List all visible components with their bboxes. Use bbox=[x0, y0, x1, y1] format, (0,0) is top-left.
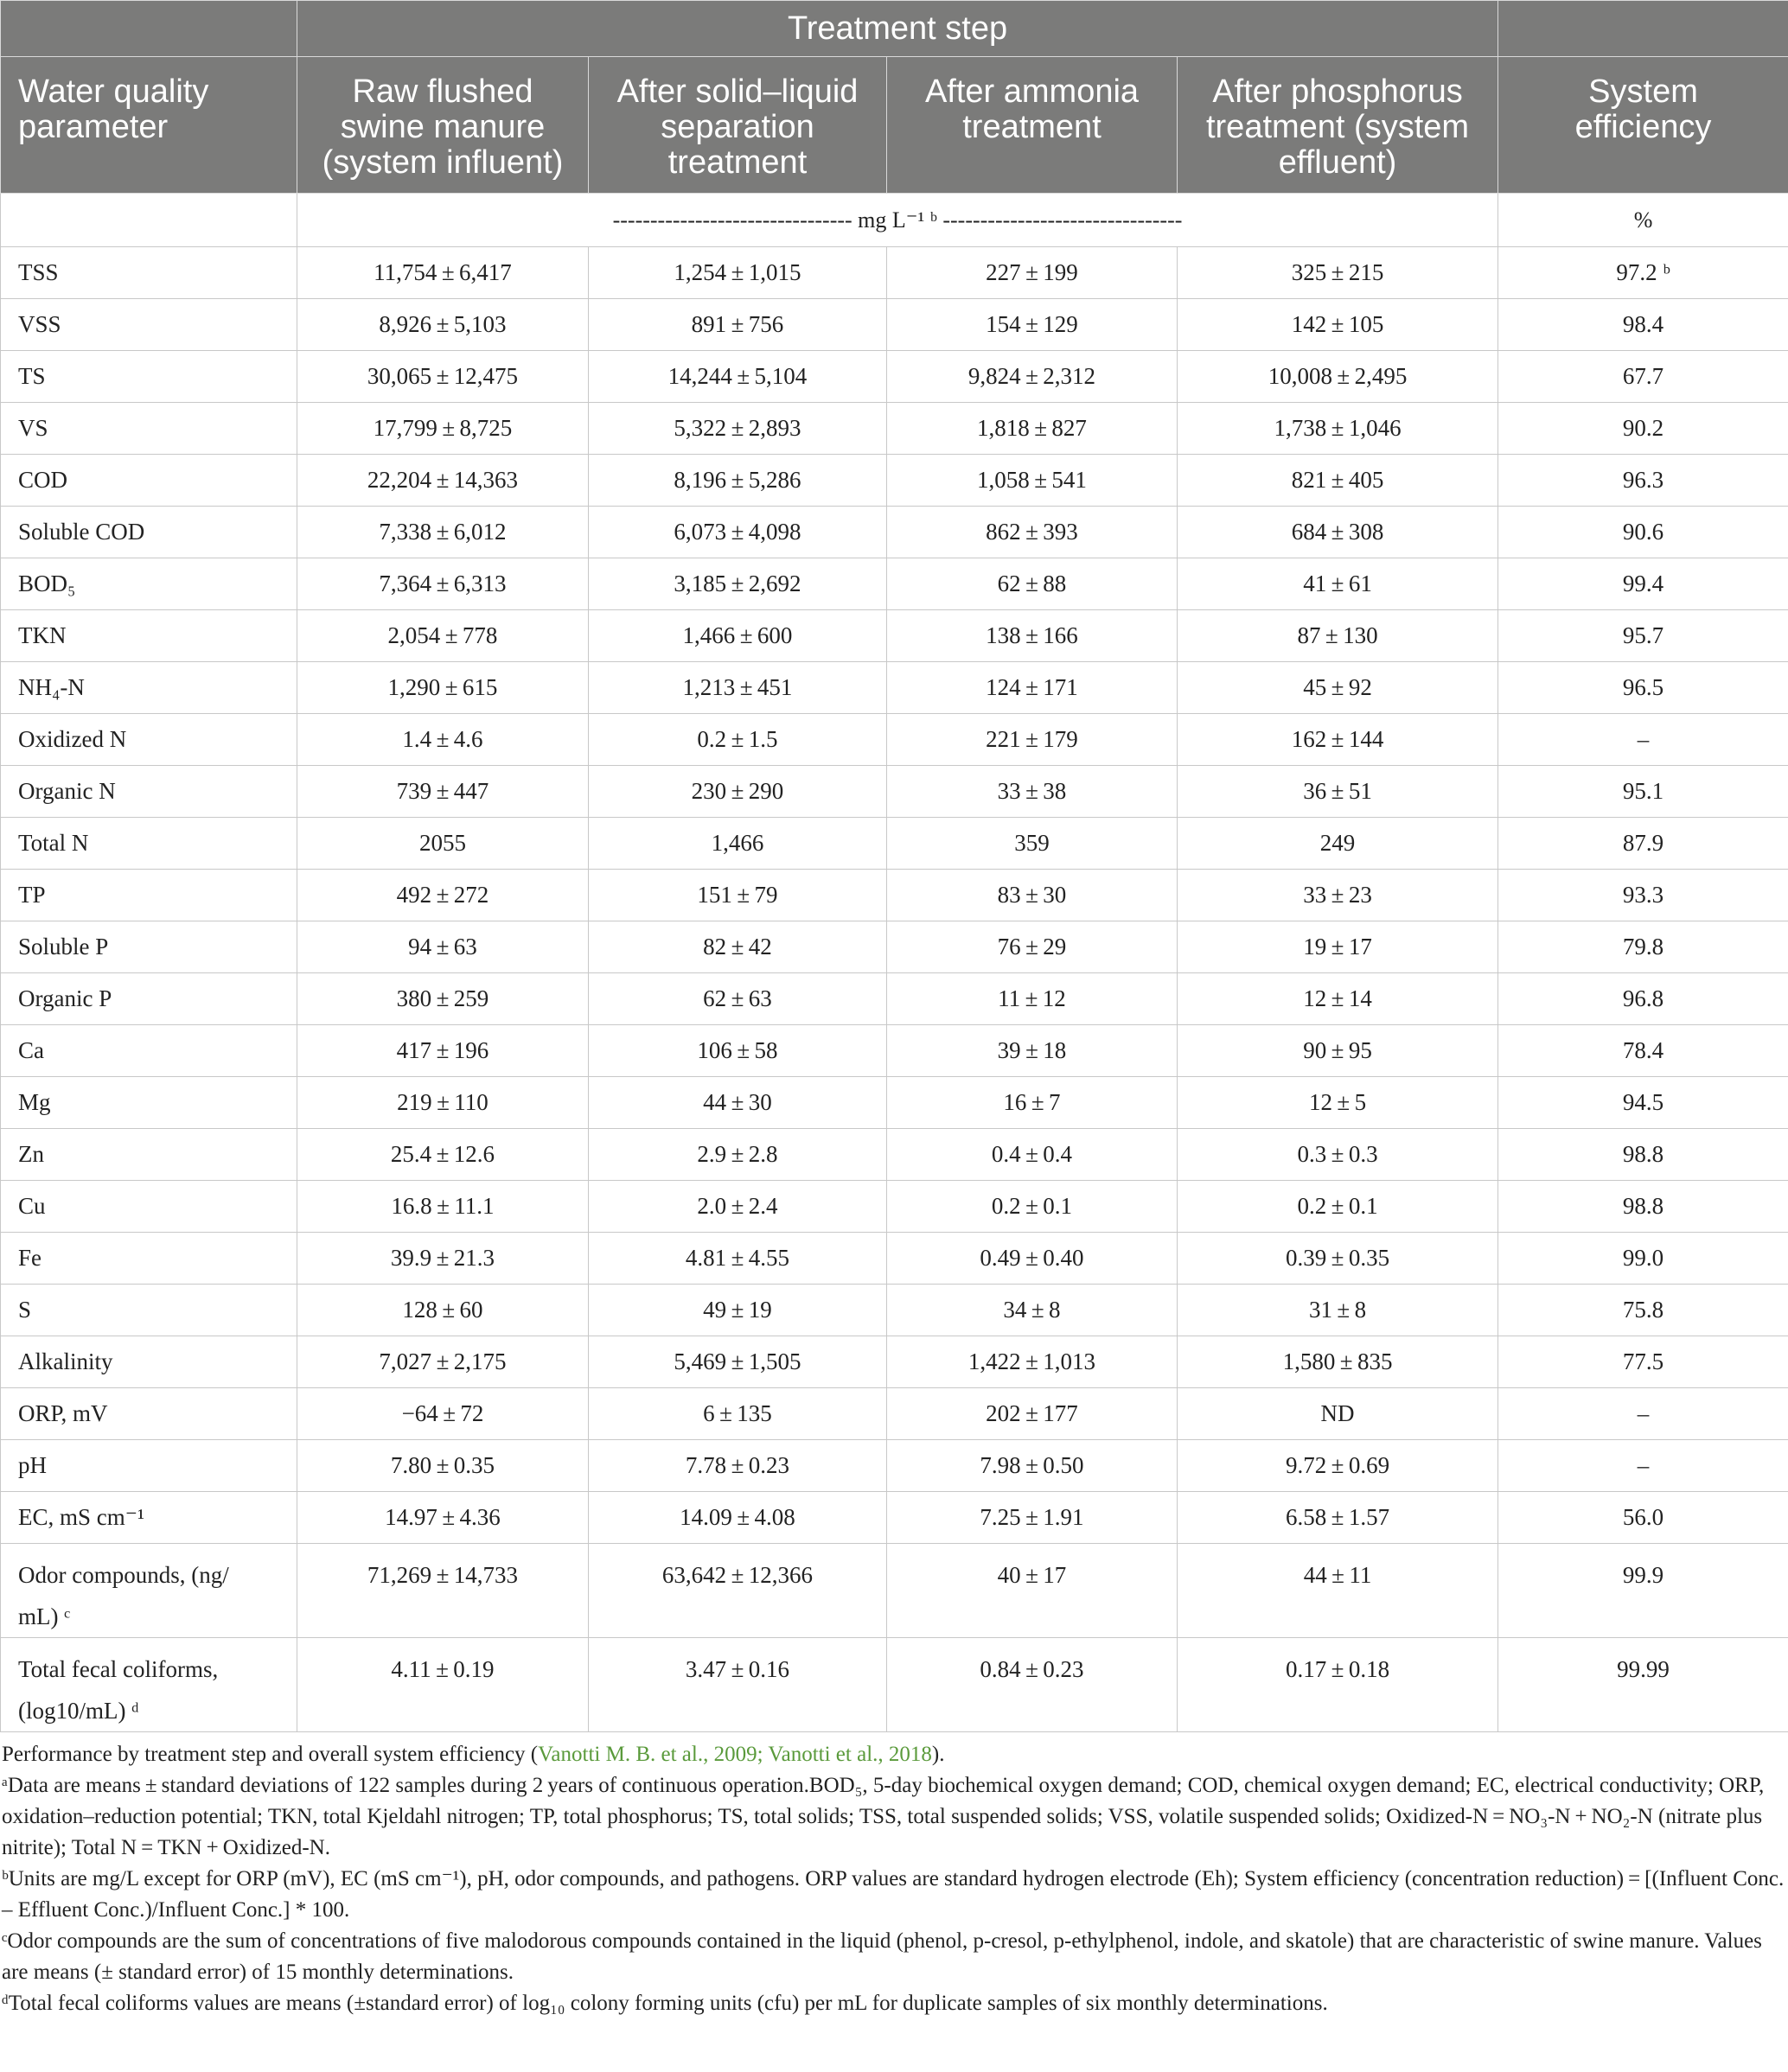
effluent-cell: 684 ± 308 bbox=[1178, 507, 1498, 558]
influent-cell: 8,926 ± 5,103 bbox=[297, 299, 589, 351]
parameter-cell: Cu bbox=[1, 1181, 297, 1233]
after-solid-cell: 49 ± 19 bbox=[589, 1285, 887, 1336]
influent-cell: 219 ± 110 bbox=[297, 1077, 589, 1129]
table-row bbox=[1, 1025, 1788, 1077]
header-line: treatment (system bbox=[1205, 109, 1470, 145]
efficiency-cell: – bbox=[1498, 1388, 1788, 1440]
efficiency-cell: 96.8 bbox=[1498, 973, 1788, 1025]
efficiency-cell: 96.3 bbox=[1498, 455, 1788, 507]
efficiency-cell: 99.99 bbox=[1498, 1638, 1788, 1732]
after-ammonia-cell: 1,058 ± 541 bbox=[887, 455, 1178, 507]
parameter-cell: TSS bbox=[1, 247, 297, 299]
after-solid-cell: 14,244 ± 5,104 bbox=[589, 351, 887, 403]
header-blank-cell bbox=[1, 1, 297, 57]
table-row bbox=[1, 1492, 1788, 1544]
after-solid-cell: 6,073 ± 4,098 bbox=[589, 507, 887, 558]
parameter-cell: Ca bbox=[1, 1025, 297, 1077]
after-ammonia-cell: 7.25 ± 1.91 bbox=[887, 1492, 1178, 1544]
footnote-c: ᶜOdor compounds are the sum of concentrations of five malodorous compounds contained in the liquid (phenol, p-cresol, p-ethylphenol, indole, and skatole) that are characteristic of swine manure. Values are means (± standard error) of 15 monthly determinations. bbox=[2, 1929, 1762, 1984]
parameter-cell bbox=[1, 1638, 297, 1732]
influent-cell: 4.11 ± 0.19 bbox=[297, 1638, 589, 1732]
header-line: System bbox=[1588, 73, 1698, 110]
footnote-d: ᵈTotal fecal coliforms values are means (±standard error) of log₁₀ colony forming units (cfu) per mL for duplicate samples of six monthly determinations. bbox=[2, 1992, 1328, 2015]
influent-cell: 7,338 ± 6,012 bbox=[297, 507, 589, 558]
effluent-cell: 36 ± 51 bbox=[1178, 766, 1498, 818]
table-row bbox=[1, 1233, 1788, 1285]
efficiency-cell: 95.1 bbox=[1498, 766, 1788, 818]
header-group-row bbox=[1, 1, 1788, 57]
header-line: Raw flushed bbox=[352, 73, 533, 110]
influent-cell: 94 ± 63 bbox=[297, 921, 589, 973]
header-line: swine manure bbox=[340, 109, 546, 145]
after-ammonia-cell: 124 ± 171 bbox=[887, 662, 1178, 714]
efficiency-cell: 90.2 bbox=[1498, 403, 1788, 455]
effluent-cell: 44 ± 11 bbox=[1178, 1544, 1498, 1638]
header-line: After ammonia bbox=[924, 73, 1140, 110]
after-ammonia-cell: 202 ± 177 bbox=[887, 1388, 1178, 1440]
parameter-cell: Zn bbox=[1, 1129, 297, 1181]
effluent-cell: 325 ± 215 bbox=[1178, 247, 1498, 299]
header-parameter bbox=[1, 57, 297, 194]
parameter-cell: TS bbox=[1, 351, 297, 403]
parameter-cell bbox=[1, 1544, 297, 1638]
header-line: treatment bbox=[962, 109, 1102, 145]
efficiency-cell: 99.4 bbox=[1498, 558, 1788, 610]
effluent-cell: 6.58 ± 1.57 bbox=[1178, 1492, 1498, 1544]
units-row bbox=[1, 194, 1788, 247]
header-line: effluent) bbox=[1278, 144, 1397, 181]
parameter-cell: Soluble P bbox=[1, 921, 297, 973]
effluent-cell: 33 ± 23 bbox=[1178, 870, 1498, 921]
after-ammonia-cell: 0.2 ± 0.1 bbox=[887, 1181, 1178, 1233]
after-ammonia-cell: 227 ± 199 bbox=[887, 247, 1178, 299]
header-blank-cell bbox=[1498, 1, 1788, 57]
effluent-cell: 162 ± 144 bbox=[1178, 714, 1498, 766]
effluent-cell: 87 ± 130 bbox=[1178, 610, 1498, 662]
citation-link[interactable]: Vanotti M. B. et al., 2009; Vanotti et al., 2018 bbox=[538, 1743, 932, 1766]
after-solid-cell: 82 ± 42 bbox=[589, 921, 887, 973]
after-solid-cell: 0.2 ± 1.5 bbox=[589, 714, 887, 766]
after-ammonia-cell: 862 ± 393 bbox=[887, 507, 1178, 558]
parameter-cell: Total N bbox=[1, 818, 297, 870]
table-row bbox=[1, 1077, 1788, 1129]
header-after-solid-liquid bbox=[589, 57, 887, 194]
after-ammonia-cell: 221 ± 179 bbox=[887, 714, 1178, 766]
parameter-cell: TKN bbox=[1, 610, 297, 662]
parameter-line: (log10/mL) ᵈ bbox=[18, 1698, 139, 1724]
effluent-cell: 821 ± 405 bbox=[1178, 455, 1498, 507]
table-row bbox=[1, 403, 1788, 455]
influent-cell: −64 ± 72 bbox=[297, 1388, 589, 1440]
header-line: parameter bbox=[18, 109, 169, 145]
header-system-efficiency bbox=[1498, 57, 1788, 194]
influent-cell: 7.80 ± 0.35 bbox=[297, 1440, 589, 1492]
after-ammonia-cell: 154 ± 129 bbox=[887, 299, 1178, 351]
table-row bbox=[1, 351, 1788, 403]
influent-cell: 2,054 ± 778 bbox=[297, 610, 589, 662]
efficiency-cell: 56.0 bbox=[1498, 1492, 1788, 1544]
table-row bbox=[1, 247, 1788, 299]
header-line: Water quality bbox=[18, 73, 209, 110]
header-line: After solid–liquid bbox=[616, 73, 859, 110]
after-solid-cell: 230 ± 290 bbox=[589, 766, 887, 818]
parameter-cell: NH₄-N bbox=[1, 662, 297, 714]
after-ammonia-cell: 33 ± 38 bbox=[887, 766, 1178, 818]
after-ammonia-cell: 1,818 ± 827 bbox=[887, 403, 1178, 455]
efficiency-cell: 98.8 bbox=[1498, 1129, 1788, 1181]
after-solid-cell: 4.81 ± 4.55 bbox=[589, 1233, 887, 1285]
efficiency-cell: 87.9 bbox=[1498, 818, 1788, 870]
after-ammonia-cell: 39 ± 18 bbox=[887, 1025, 1178, 1077]
after-ammonia-cell: 0.84 ± 0.23 bbox=[887, 1638, 1178, 1732]
units-label: -------------------------------- mg L⁻¹ ᵇ -------------------------------- bbox=[297, 194, 1498, 247]
table-row bbox=[1, 870, 1788, 921]
after-solid-cell: 7.78 ± 0.23 bbox=[589, 1440, 887, 1492]
after-ammonia-cell: 138 ± 166 bbox=[887, 610, 1178, 662]
after-solid-cell: 1,213 ± 451 bbox=[589, 662, 887, 714]
table-row bbox=[1, 1129, 1788, 1181]
parameter-cell: Oxidized N bbox=[1, 714, 297, 766]
parameter-cell: COD bbox=[1, 455, 297, 507]
header-line: (system influent) bbox=[322, 144, 564, 181]
header-after-ammonia bbox=[887, 57, 1178, 194]
after-solid-cell: 62 ± 63 bbox=[589, 973, 887, 1025]
efficiency-cell: 78.4 bbox=[1498, 1025, 1788, 1077]
parameter-cell: S bbox=[1, 1285, 297, 1336]
header-line: separation bbox=[661, 109, 814, 145]
effluent-cell: 31 ± 8 bbox=[1178, 1285, 1498, 1336]
parameter-line: Total fecal coliforms, bbox=[18, 1656, 219, 1682]
efficiency-cell: 98.4 bbox=[1498, 299, 1788, 351]
after-solid-cell: 151 ± 79 bbox=[589, 870, 887, 921]
after-solid-cell: 3.47 ± 0.16 bbox=[589, 1638, 887, 1732]
effluent-cell: 9.72 ± 0.69 bbox=[1178, 1440, 1498, 1492]
efficiency-cell: 98.8 bbox=[1498, 1181, 1788, 1233]
parameter-cell: Mg bbox=[1, 1077, 297, 1129]
efficiency-cell: 90.6 bbox=[1498, 507, 1788, 558]
effluent-cell: 142 ± 105 bbox=[1178, 299, 1498, 351]
influent-cell: 25.4 ± 12.6 bbox=[297, 1129, 589, 1181]
caption-end: ). bbox=[931, 1743, 945, 1766]
effluent-cell: 10,008 ± 2,495 bbox=[1178, 351, 1498, 403]
after-solid-cell: 5,322 ± 2,893 bbox=[589, 403, 887, 455]
after-solid-cell: 6 ± 135 bbox=[589, 1388, 887, 1440]
after-ammonia-cell: 83 ± 30 bbox=[887, 870, 1178, 921]
parameter-cell: VSS bbox=[1, 299, 297, 351]
header-line: After phosphorus bbox=[1212, 73, 1463, 110]
after-solid-cell: 1,466 bbox=[589, 818, 887, 870]
after-solid-cell: 8,196 ± 5,286 bbox=[589, 455, 887, 507]
parameter-cell: Alkalinity bbox=[1, 1336, 297, 1388]
table-row bbox=[1, 662, 1788, 714]
parameter-cell: pH bbox=[1, 1440, 297, 1492]
after-ammonia-cell: 0.4 ± 0.4 bbox=[887, 1129, 1178, 1181]
after-ammonia-cell: 16 ± 7 bbox=[887, 1077, 1178, 1129]
effluent-cell: 19 ± 17 bbox=[1178, 921, 1498, 973]
caption-text: Performance by treatment step and overall system efficiency ( bbox=[2, 1743, 539, 1766]
efficiency-cell: 75.8 bbox=[1498, 1285, 1788, 1336]
table-row bbox=[1, 1638, 1788, 1732]
table-row bbox=[1, 766, 1788, 818]
table-row bbox=[1, 714, 1788, 766]
effluent-cell: 12 ± 14 bbox=[1178, 973, 1498, 1025]
effluent-cell: 0.2 ± 0.1 bbox=[1178, 1181, 1498, 1233]
after-solid-cell: 106 ± 58 bbox=[589, 1025, 887, 1077]
influent-cell: 11,754 ± 6,417 bbox=[297, 247, 589, 299]
parameter-cell: BOD₅ bbox=[1, 558, 297, 610]
influent-cell: 22,204 ± 14,363 bbox=[297, 455, 589, 507]
parameter-cell: Organic N bbox=[1, 766, 297, 818]
footnote-b: ᵇUnits are mg/L except for ORP (mV), EC (mS cm⁻¹), pH, odor compounds, and pathogens. ORP values are standard hydrogen electrode (Eh); System efficiency (concentration reduction) = [(Influent Conc. – Effluent Conc.)/Influent Conc.] * 100. bbox=[2, 1867, 1785, 1922]
table-row bbox=[1, 921, 1788, 973]
header-line: efficiency bbox=[1574, 109, 1712, 145]
effluent-cell: 0.3 ± 0.3 bbox=[1178, 1129, 1498, 1181]
effluent-cell: ND bbox=[1178, 1388, 1498, 1440]
after-solid-cell: 3,185 ± 2,692 bbox=[589, 558, 887, 610]
influent-cell: 1,290 ± 615 bbox=[297, 662, 589, 714]
table-row bbox=[1, 1388, 1788, 1440]
after-ammonia-cell: 9,824 ± 2,312 bbox=[887, 351, 1178, 403]
after-ammonia-cell: 359 bbox=[887, 818, 1178, 870]
header-line: treatment bbox=[667, 144, 808, 181]
after-ammonia-cell: 11 ± 12 bbox=[887, 973, 1178, 1025]
efficiency-cell: 99.0 bbox=[1498, 1233, 1788, 1285]
parameter-cell: ORP, mV bbox=[1, 1388, 297, 1440]
treatment-step-header: Treatment step bbox=[297, 1, 1498, 57]
units-efficiency: % bbox=[1498, 194, 1788, 247]
after-solid-cell: 1,466 ± 600 bbox=[589, 610, 887, 662]
efficiency-cell: 94.5 bbox=[1498, 1077, 1788, 1129]
effluent-cell: 1,738 ± 1,046 bbox=[1178, 403, 1498, 455]
influent-cell: 7,027 ± 2,175 bbox=[297, 1336, 589, 1388]
column-header-row bbox=[1, 57, 1788, 194]
influent-cell: 17,799 ± 8,725 bbox=[297, 403, 589, 455]
efficiency-cell: 93.3 bbox=[1498, 870, 1788, 921]
effluent-cell: 0.39 ± 0.35 bbox=[1178, 1233, 1498, 1285]
after-solid-cell: 14.09 ± 4.08 bbox=[589, 1492, 887, 1544]
parameter-line: mL) ᶜ bbox=[18, 1603, 71, 1629]
effluent-cell: 249 bbox=[1178, 818, 1498, 870]
influent-cell: 1.4 ± 4.6 bbox=[297, 714, 589, 766]
efficiency-cell: – bbox=[1498, 1440, 1788, 1492]
after-ammonia-cell: 76 ± 29 bbox=[887, 921, 1178, 973]
parameter-cell: VS bbox=[1, 403, 297, 455]
after-solid-cell: 44 ± 30 bbox=[589, 1077, 887, 1129]
influent-cell: 39.9 ± 21.3 bbox=[297, 1233, 589, 1285]
efficiency-cell: 79.8 bbox=[1498, 921, 1788, 973]
after-solid-cell: 63,642 ± 12,366 bbox=[589, 1544, 887, 1638]
after-solid-cell: 891 ± 756 bbox=[589, 299, 887, 351]
efficiency-cell: 97.2 ᵇ bbox=[1498, 247, 1788, 299]
influent-cell: 30,065 ± 12,475 bbox=[297, 351, 589, 403]
parameter-line: Odor compounds, (ng/ bbox=[18, 1562, 229, 1588]
efficiency-cell: 67.7 bbox=[1498, 351, 1788, 403]
table-row bbox=[1, 299, 1788, 351]
parameter-cell: TP bbox=[1, 870, 297, 921]
table-row bbox=[1, 1181, 1788, 1233]
influent-cell: 492 ± 272 bbox=[297, 870, 589, 921]
influent-cell: 128 ± 60 bbox=[297, 1285, 589, 1336]
after-solid-cell: 1,254 ± 1,015 bbox=[589, 247, 887, 299]
table-row bbox=[1, 973, 1788, 1025]
parameter-cell: Organic P bbox=[1, 973, 297, 1025]
effluent-cell: 1,580 ± 835 bbox=[1178, 1336, 1498, 1388]
influent-cell: 16.8 ± 11.1 bbox=[297, 1181, 589, 1233]
table-footnotes bbox=[0, 1732, 1788, 2019]
influent-cell: 739 ± 447 bbox=[297, 766, 589, 818]
influent-cell: 7,364 ± 6,313 bbox=[297, 558, 589, 610]
effluent-cell: 41 ± 61 bbox=[1178, 558, 1498, 610]
influent-cell: 14.97 ± 4.36 bbox=[297, 1492, 589, 1544]
table-row bbox=[1, 1440, 1788, 1492]
influent-cell: 380 ± 259 bbox=[297, 973, 589, 1025]
parameter-cell: Fe bbox=[1, 1233, 297, 1285]
effluent-cell: 90 ± 95 bbox=[1178, 1025, 1498, 1077]
after-ammonia-cell: 7.98 ± 0.50 bbox=[887, 1440, 1178, 1492]
table-row bbox=[1, 1285, 1788, 1336]
efficiency-cell: 99.9 bbox=[1498, 1544, 1788, 1638]
table-row bbox=[1, 1544, 1788, 1638]
effluent-cell: 12 ± 5 bbox=[1178, 1077, 1498, 1129]
after-solid-cell: 2.9 ± 2.8 bbox=[589, 1129, 887, 1181]
influent-cell: 2055 bbox=[297, 818, 589, 870]
effluent-cell: 0.17 ± 0.18 bbox=[1178, 1638, 1498, 1732]
header-after-phosphorus bbox=[1178, 57, 1498, 194]
parameter-cell: Soluble COD bbox=[1, 507, 297, 558]
after-ammonia-cell: 1,422 ± 1,013 bbox=[887, 1336, 1178, 1388]
after-ammonia-cell: 0.49 ± 0.40 bbox=[887, 1233, 1178, 1285]
effluent-cell: 45 ± 92 bbox=[1178, 662, 1498, 714]
after-solid-cell: 2.0 ± 2.4 bbox=[589, 1181, 887, 1233]
table-row bbox=[1, 507, 1788, 558]
table-row bbox=[1, 455, 1788, 507]
after-ammonia-cell: 34 ± 8 bbox=[887, 1285, 1178, 1336]
efficiency-cell: 95.7 bbox=[1498, 610, 1788, 662]
influent-cell: 417 ± 196 bbox=[297, 1025, 589, 1077]
table-row bbox=[1, 558, 1788, 610]
after-ammonia-cell: 62 ± 88 bbox=[887, 558, 1178, 610]
header-influent bbox=[297, 57, 589, 194]
influent-cell: 71,269 ± 14,733 bbox=[297, 1544, 589, 1638]
table-row bbox=[1, 610, 1788, 662]
parameter-cell: EC, mS cm⁻¹ bbox=[1, 1492, 297, 1544]
table-row bbox=[1, 818, 1788, 870]
table-row bbox=[1, 1336, 1788, 1388]
efficiency-cell: 77.5 bbox=[1498, 1336, 1788, 1388]
after-ammonia-cell: 40 ± 17 bbox=[887, 1544, 1178, 1638]
table-caption bbox=[2, 1739, 1788, 1770]
units-blank-cell bbox=[1, 194, 297, 247]
after-solid-cell: 5,469 ± 1,505 bbox=[589, 1336, 887, 1388]
footnote-a: ᵃData are means ± standard deviations of 122 samples during 2 years of continuous operation.BOD₅, 5-day biochemical oxygen demand; COD, chemical oxygen demand; EC, electrical conductivity; ORP, oxidation–reduction potential; TKN, total Kjeldahl nitrogen; TP, total phosphorus; TS, total solids; TSS, total suspended solids; VSS, volatile suspended solids; Oxidized-N = NO₃-N + NO₂-N (nitrate plus nitrite); Total N = TKN + Oxidized-N. bbox=[2, 1774, 1765, 1859]
efficiency-cell: 96.5 bbox=[1498, 662, 1788, 714]
efficiency-cell: – bbox=[1498, 714, 1788, 766]
